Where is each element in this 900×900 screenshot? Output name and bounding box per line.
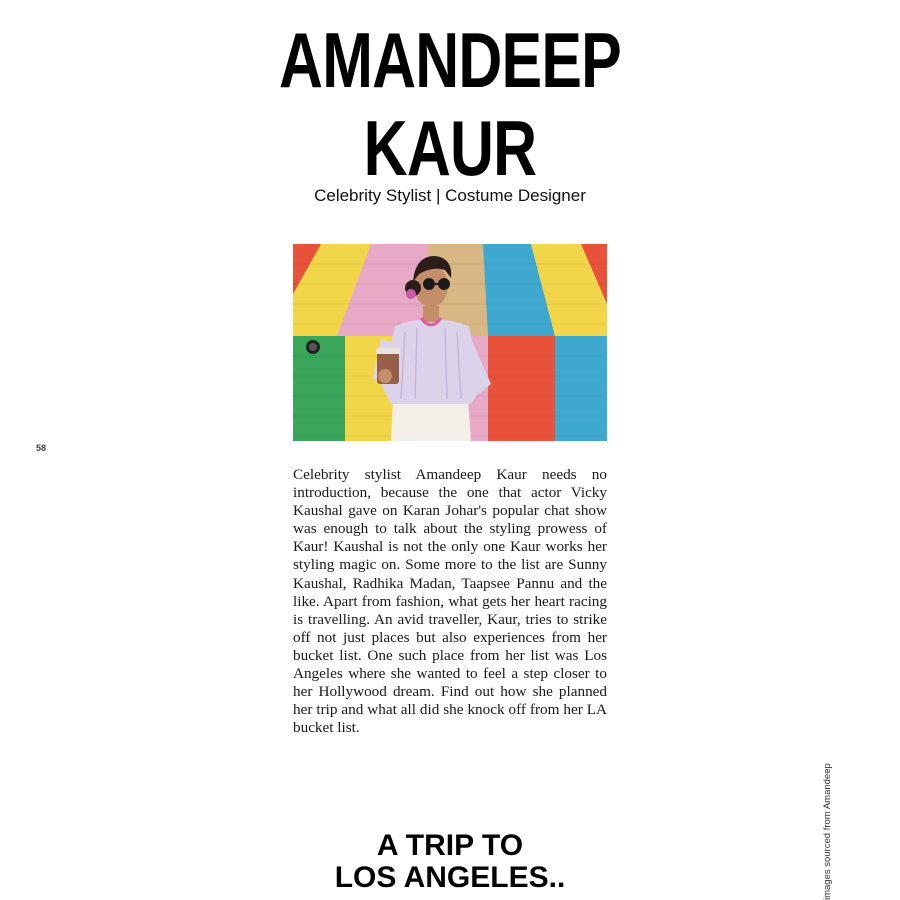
page-number: 58 <box>36 443 47 453</box>
title-last-name: KAUR <box>363 104 537 192</box>
image-credit: images sourced from Amandeep <box>822 763 833 900</box>
article-body: Celebrity stylist Amandeep Kaur needs no introduction, because the one that actor Vicky Kaushal gave on Karan Johar's popular chat show was enough to talk about the styling prowess of Kaur! Kaushal is not the only one Kaur works her styling magic on. Some more to the list are Sunny Kaushal, Radhika Madan, Taapsee Pannu and the like. Apart from fashion, what gets her heart racing is travelling. An avid traveller, Kaur, tries to strike off not just places but also experiences from her bucket list. One such place from her list was Los Angeles where she wanted to feel a step closer to her Hollywood dream. Find out how she planned her trip and what all did she knock off from her LA bucket list. <box>293 466 607 737</box>
title-first-name: AMANDEEP <box>279 16 621 104</box>
section-headline-line1: A TRIP TO <box>376 829 524 862</box>
portrait-photo <box>293 244 607 441</box>
section-headline-line2: LOS ANGELES.. <box>334 861 566 894</box>
subtitle: Celebrity Stylist | Costume Designer <box>314 186 586 205</box>
